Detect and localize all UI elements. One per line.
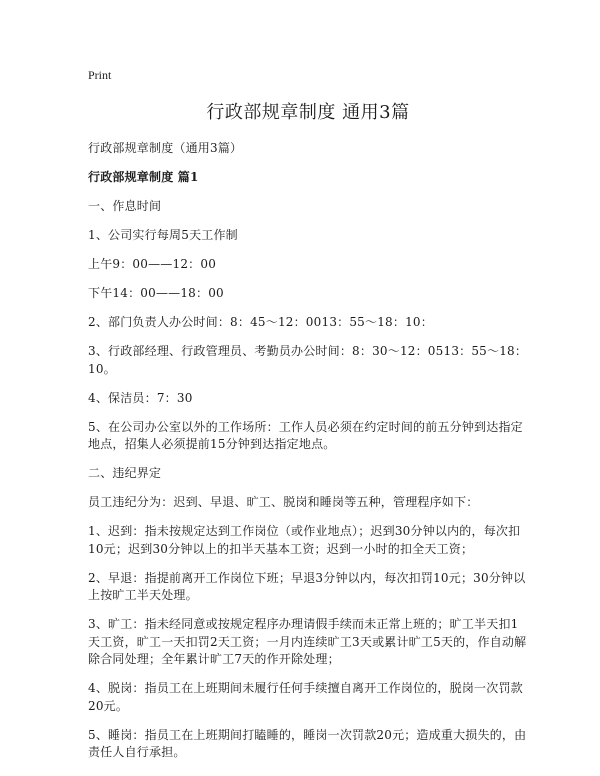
paragraph: 一、作息时间 [88,199,162,213]
paragraph: 二、违纪界定 [88,466,162,480]
document-body [88,140,528,762]
paragraph: 4、保洁员：7：30 [88,390,193,405]
paragraph: 3、行政部经理、行政管理员、考勤员办公时间：8：30～12：0513：55～18：10。 [88,344,528,376]
paragraph: 1、公司实行每周5天工作制 [88,228,238,242]
paragraph: 员工违纪分为：迟到、早退、旷工、脱岗和睡岗等五种，管理程序如下： [88,495,479,509]
document-page [88,68,528,773]
print-label: Print [88,68,112,82]
paragraph: 5、在公司办公室以外的工作场所：工作人员必须在约定时间的前五分钟到达指定地点，招集人必须提前15分钟到达指定地点。 [88,419,523,451]
paragraph: 下午14：00——18：00 [88,286,224,300]
document-title: 行政部规章制度 通用3篇 [206,102,410,123]
paragraph: 行政部规章制度（通用3篇） [88,141,243,155]
paragraph: 5、睡岗：指员工在上班期间打瞌睡的，睡岗一次罚款20元；造成重大损失的，由责任人自行承担。 [88,727,527,759]
paragraph: 3、旷工：指未经同意或按规定程序办理请假手续而未正常上班的；旷工半天扣1天工资，旷工一天扣罚2天工资；一月内连续旷工3天或累计旷工5天的，作自动解除合同处理；全年累计旷工7天的作开除处理； [88,617,527,666]
paragraph: 2、部门负责人办公时间：8：45～12：0013：55～18：10： [88,315,433,329]
section-heading: 行政部规章制度 篇1 [88,170,199,184]
paragraph: 4、脱岗：指员工在上班期间未履行任何手续擅自离开工作岗位的，脱岗一次罚款20元。 [88,681,523,713]
paragraph: 上午9：00——12：00 [88,257,217,271]
paragraph: 1、迟到：指未按规定达到工作岗位（或作业地点）；迟到30分钟以内的，每次扣10元；迟到30分钟以上的扣半天基本工资；迟到一小时的扣全天工资； [88,524,521,556]
paragraph: 2、早退：指提前离开工作岗位下班；早退3分钟以内，每次扣罚10元；30分钟以上按旷工半天处理。 [88,570,526,602]
